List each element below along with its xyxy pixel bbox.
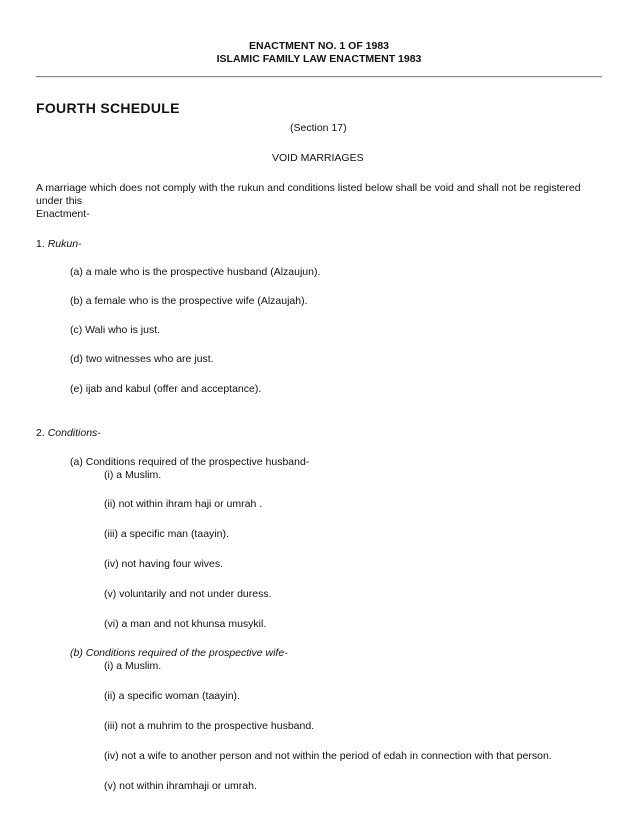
section-reference: (Section 17) (290, 122, 347, 134)
husband-condition-iii: (iii) a specific man (taayin). (104, 528, 229, 540)
husband-condition-vi: (vi) a man and not khunsa musykil. (104, 618, 267, 630)
enactment-number: ENACTMENT NO. 1 OF 1983 (248, 40, 390, 52)
header-divider (36, 76, 602, 78)
enactment-title: ISLAMIC FAMILY LAW ENACTMENT 1983 (216, 53, 422, 65)
void-marriages-heading: VOID MARRIAGES (272, 152, 364, 164)
conditions-heading (36, 427, 101, 439)
wife-condition-iv: (iv) not a wife to another person and not within the period of edah in connection with that person. (104, 750, 552, 762)
rukun-heading (36, 238, 82, 250)
husband-condition-i: (i) a Muslim. (104, 469, 162, 481)
wife-condition-v: (v) not within ihramhaji or umrah. (104, 780, 257, 792)
wife-condition-i: (i) a Muslim. (104, 660, 162, 672)
rukun-item-b: (b) a female who is the prospective wife (Alzaujah). (70, 295, 308, 307)
conditions-number: 2. (36, 427, 48, 439)
husband-condition-v: (v) voluntarily and not under duress. (104, 588, 272, 600)
conditions-heading-label: Conditions- (47, 427, 101, 439)
husband-conditions-heading: (a) Conditions required of the prospective husband- (70, 456, 310, 468)
rukun-item-a: (a) a male who is the prospective husband (Alzaujun). (70, 266, 321, 278)
rukun-item-d: (d) two witnesses who are just. (70, 353, 214, 365)
rukun-item-e: (e) ijab and kabul (offer and acceptance). (70, 383, 262, 395)
rukun-heading-label: Rukun- (47, 238, 82, 250)
rukun-number: 1. (36, 238, 48, 250)
rukun-item-c: (c) Wali who is just. (70, 324, 161, 336)
husband-condition-iv: (iv) not having four wives. (104, 558, 224, 570)
intro-text-line-2: under this (36, 195, 83, 207)
intro-text-line-1: A marriage which does not comply with the rukun and conditions listed below shall be void and shall not be registered (36, 182, 581, 194)
wife-conditions-heading: (b) Conditions required of the prospective wife- (70, 647, 288, 659)
intro-text-line-3: Enactment- (36, 208, 90, 220)
wife-condition-ii: (ii) a specific woman (taayin). (104, 690, 240, 702)
schedule-title: FOURTH SCHEDULE (36, 100, 180, 116)
wife-condition-iii: (iii) not a muhrim to the prospective husband. (104, 720, 315, 732)
husband-condition-ii: (ii) not within ihram haji or umrah . (104, 498, 263, 510)
